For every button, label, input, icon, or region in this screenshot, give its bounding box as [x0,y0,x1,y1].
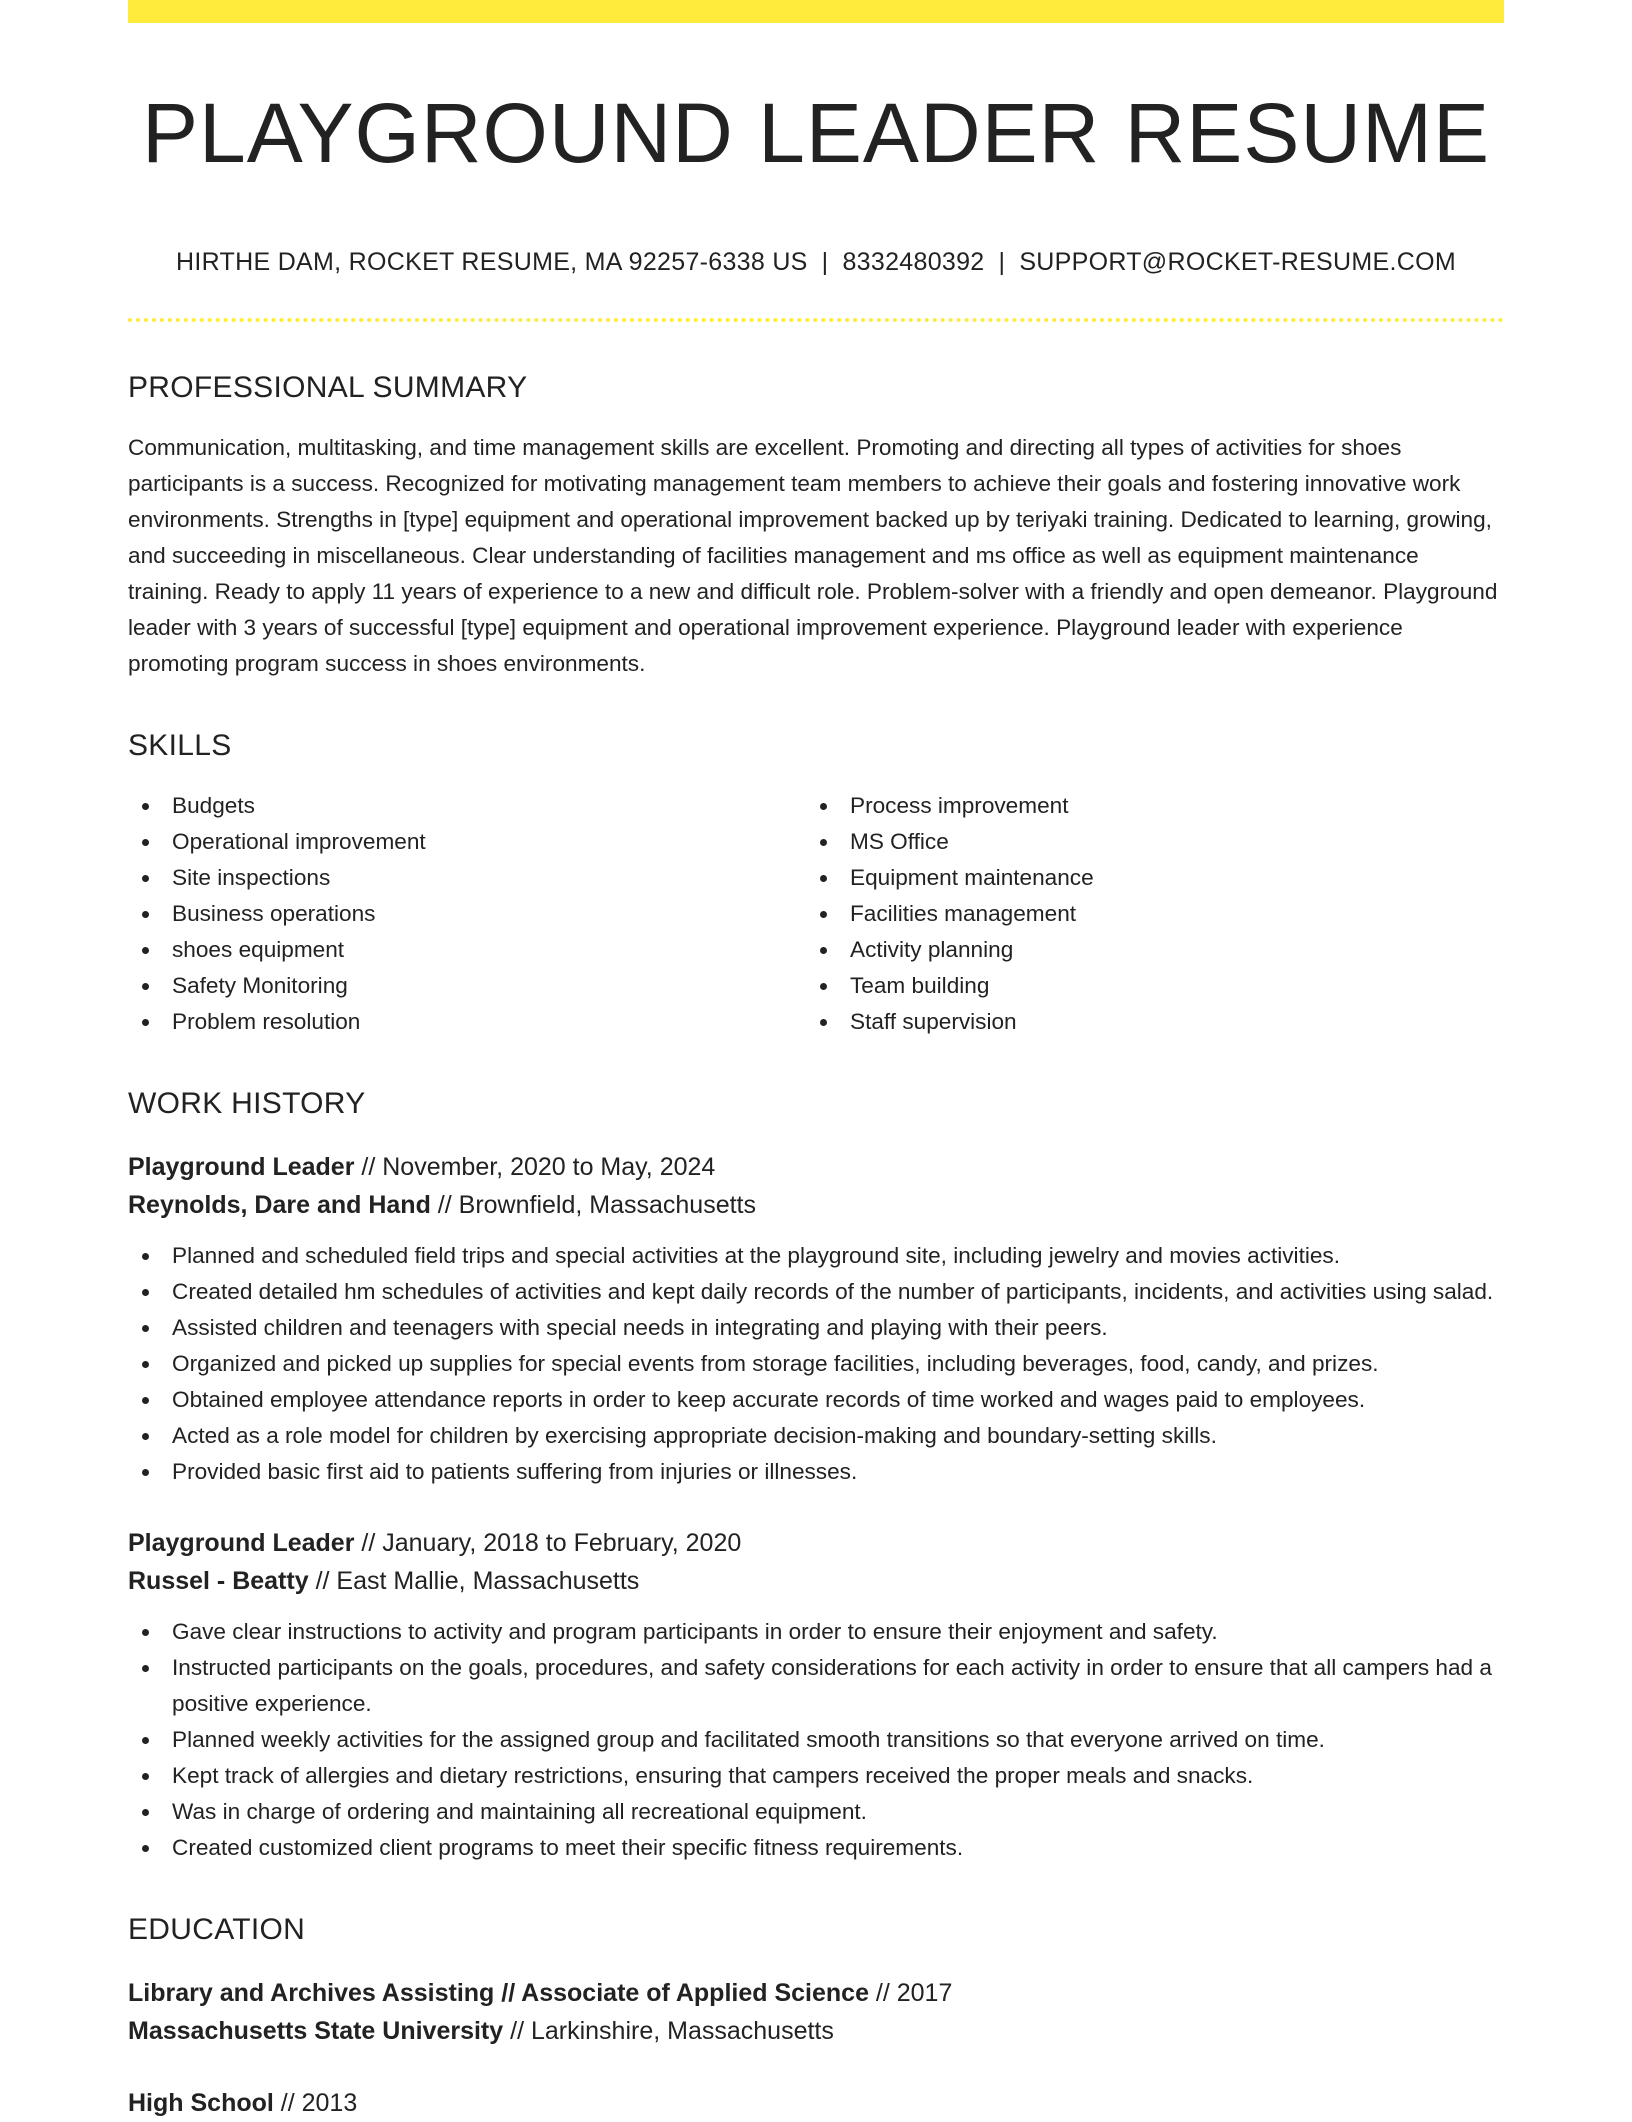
skill-item: shoes equipment [128,932,806,968]
job-role: Playground Leader [128,1529,355,1557]
contact-email: SUPPORT@ROCKET-RESUME.COM [1019,248,1456,276]
job-company: Reynolds, Dare and Hand [128,1191,431,1219]
skill-item: Problem resolution [128,1004,806,1040]
job-dates: // November, 2020 to May, 2024 [354,1153,716,1181]
job-company: Russel - Beatty [128,1567,309,1595]
skill-item: Facilities management [806,896,1484,932]
skills-list-left [128,788,806,1040]
job-role-line [128,1148,1504,1186]
contact-separator: | [821,248,829,276]
job-bullet: Provided basic first aid to patients suffering from injuries or illnesses. [128,1454,1504,1490]
section-title-summary: PROFESSIONAL SUMMARY [128,371,528,404]
job-bullets [128,1238,1504,1490]
job-role-line [128,1524,1504,1562]
resume-page [128,0,1504,2122]
section-title-skills: SKILLS [128,729,232,762]
skill-item: Process improvement [806,788,1484,824]
job-bullet: Created detailed hm schedules of activities and kept daily records of the number of participants, incidents, and activities using salad. [128,1274,1504,1310]
skill-item: Equipment maintenance [806,860,1484,896]
skills-list-right [806,788,1484,1040]
skill-item: Budgets [128,788,806,824]
job-dates: // January, 2018 to February, 2020 [354,1529,742,1557]
education-year: // 2013 [273,2089,358,2117]
section-title-work: WORK HISTORY [128,1087,366,1120]
education-school-line [128,2012,1504,2050]
job-company-line [128,1186,1504,1224]
job-bullet: Instructed participants on the goals, procedures, and safety considerations for each activity in order to ensure that all campers had a positive experience. [128,1650,1504,1722]
contact-phone: 8332480392 [842,248,985,276]
contact-address: HIRTHE DAM, ROCKET RESUME, MA 92257-6338 US [176,248,808,276]
education-year: // 2017 [868,1979,953,2007]
job-bullet: Planned and scheduled field trips and special activities at the playground site, including jewelry and movies activities. [128,1238,1504,1274]
section-title-education: EDUCATION [128,1913,306,1946]
summary-text: Communication, multitasking, and time management skills are excellent. Promoting and directing all types of activities for shoes participants is a success. Recognized for motivating management team members to achieve their goals and fostering innovative work environments. Strengths in [type] equipment and operational improvement backed up by teriyaki training. Dedicated to learning, growing, and succeeding in miscellaneous. Clear understanding of facilities management and ms office as well as equipment maintenance training. Ready to apply 11 years of experience to a new and difficult role. Problem-solver with a friendly and open demeanor. Playground leader with 3 years of successful [type] equipment and operational improvement experience. Playground leader with experience promoting program success in shoes environments. [128,435,1498,676]
resume-title: PLAYGROUND LEADER RESUME [141,86,1491,180]
skill-item: Operational improvement [128,824,806,860]
contact-line [128,247,1504,277]
education-entry [128,1974,1504,2050]
education-school: Massachusetts State University [128,2017,504,2045]
job-entry [128,1148,1504,1490]
job-role: Playground Leader [128,1153,355,1181]
education-entry [128,2084,1504,2122]
education-degree-line [128,2084,1504,2122]
job-bullet: Gave clear instructions to activity and program participants in order to ensure their enjoyment and safety. [128,1614,1504,1650]
skill-item: Team building [806,968,1484,1004]
contact-separator: | [998,248,1006,276]
job-location: // East Mallie, Massachusetts [308,1567,640,1595]
education-degree-line [128,1974,1504,2012]
skill-item: MS Office [806,824,1484,860]
job-bullet: Assisted children and teenagers with special needs in integrating and playing with their peers. [128,1310,1504,1346]
job-bullet: Acted as a role model for children by exercising appropriate decision-making and boundary-setting skills. [128,1418,1504,1454]
skill-item: Staff supervision [806,1004,1484,1040]
job-bullet: Obtained employee attendance reports in order to keep accurate records of time worked and wages paid to employees. [128,1382,1504,1418]
skills-columns [128,788,1504,1040]
job-location: // Brownfield, Massachusetts [430,1191,756,1219]
job-bullet: Planned weekly activities for the assigned group and facilitated smooth transitions so that everyone arrived on time. [128,1722,1504,1758]
job-entry [128,1524,1504,1866]
dotted-divider [128,318,1504,322]
job-company-line [128,1562,1504,1600]
job-bullet: Organized and picked up supplies for special events from storage facilities, including beverages, food, candy, and prizes. [128,1346,1504,1382]
skill-item: Business operations [128,896,806,932]
education-degree: Library and Archives Assisting // Associate of Applied Science [128,1979,869,2007]
education-location: // Larkinshire, Massachusetts [503,2017,834,2045]
job-bullet: Created customized client programs to meet their specific fitness requirements. [128,1830,1504,1866]
skill-item: Safety Monitoring [128,968,806,1004]
accent-top-bar [128,0,1504,23]
job-bullets [128,1614,1504,1866]
job-bullet: Kept track of allergies and dietary restrictions, ensuring that campers received the proper meals and snacks. [128,1758,1504,1794]
job-bullet: Was in charge of ordering and maintaining all recreational equipment. [128,1794,1504,1830]
skill-item: Site inspections [128,860,806,896]
skill-item: Activity planning [806,932,1484,968]
education-degree: High School [128,2089,274,2117]
